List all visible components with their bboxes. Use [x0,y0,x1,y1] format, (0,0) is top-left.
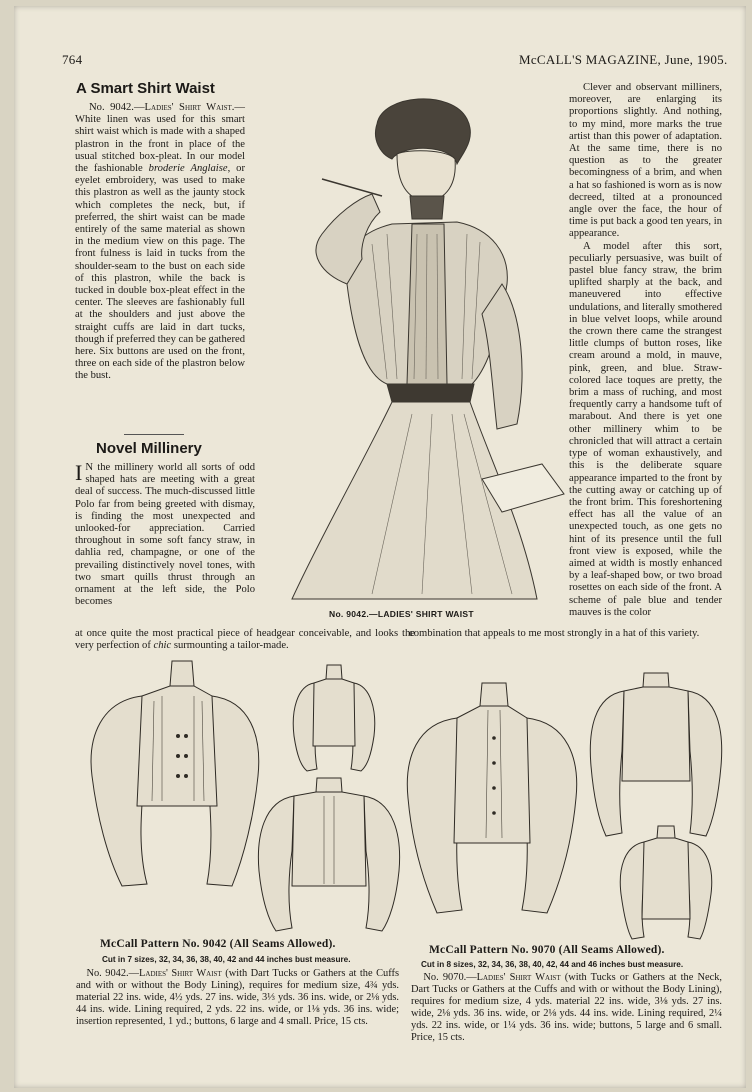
article-lead-label: —Ladies' Shirt Waist. [133,102,235,113]
article-millinery-body [75,462,255,608]
pattern-9070-medium-view [616,824,716,944]
pattern-9070-number: No. 9070. [423,972,467,983]
article-shirt-waist-body [75,102,245,383]
main-figure-caption: No. 9042.—LADIES' SHIRT WAIST [329,609,474,619]
pattern-9042-label: —Ladies' Shirt Waist [128,968,222,979]
millinery-wide-line [75,628,415,652]
pattern-9042-front-view [82,656,267,896]
millinery-right-column [569,82,722,619]
running-title: McCALL'S MAGAZINE, June, 1905. [519,52,728,67]
pattern-9070-body: (with Tucks or Gathers at the Neck, Dart Tucks or Gathers at the Cuffs and with or without the Body Lining), requires for medium size, 4 yds. material 22 ins. wide, 3⅛ yds. 27 ins. wide, 2⅛ yds. 36 ins. wide, or 2⅛ yds. 44 ins. wide. Lining required, 2¼ yds. 22 ins. wide, or 1¼ yds. 36 ins. wide; buttons, 5 large and 6 small. Price, 15 cts. [411,972,723,1043]
pattern-9042-medium-view [289,661,379,776]
article-text-italic: broderie Anglaise [148,163,228,175]
millinery-right-tail: combination that appeals to me most strongly in a hat of this variety. [409,628,700,639]
article-lead-number: No. 9042. [89,102,134,113]
magazine-page [14,6,746,1088]
pattern-9070-title: McCall Pattern No. 9070 (All Seams Allowed). [429,944,665,956]
wide-line-b: surmounting a tailor-made. [171,640,289,652]
pattern-9042-body: (with Dart Tucks or Gathers at the Cuffs and with or without the Body Lining), requires for medium size, 4¾ yds. material 22 ins. wide, 4½ yds. 27 ins. wide, 3⅓ yds. 36 ins. wide, or 2⅛ yds. 44 ins. wide. Lining required, 2 yds. 22 ins. wide, or 1⅛ yds. 36 ins. wide; insertion represented, 1 yd.; buttons, 6 large and 4 small. Price, 15 cts. [76,968,399,1027]
section-divider [124,434,184,435]
right-paragraph-1: Clever and observant milliners, moreover, are enlarging its proportions slightly. And nothing, to my mind, more marks the true artist than this power of adaptation. At the same time, there is no question as to the greater becomingness of a brim, and when a hat so fashioned is worn as is now decreed, tilted at a pronounced angle over the face, the hour of time is put back a good ten years, in appearance. [569,82,722,240]
pattern-9070-sizes: Cut in 8 sizes, 32, 34, 36, 38, 40, 42, 44 and 46 inches bust measure. [421,960,684,969]
fashion-illustration-woman [252,84,564,604]
millinery-text-left: N the millinery world all sorts of odd shaped hats are meeting with a great deal of success. The much-discussed little Polo far from being greeted with dismay, is finding the most unexpected and unlooked-for appreciation. Carried throughout in some soft fancy straw, in dahlia red, champagne, or one of the prevailing distinctively novel tones, with two smart quills thrust through an ornament at the left side, the Polo becomes [75,462,255,608]
article-title-shirt-waist: A Smart Shirt Waist [76,80,215,97]
pattern-9070-description [411,972,722,1044]
wide-line-a: at once quite the most practical piece of headgear conceivable, and looks the very perfection of [75,628,415,652]
pattern-9042-sizes: Cut in 7 sizes, 32, 34, 36, 38, 40, 42 and 44 inches bust measure. [102,955,351,964]
pattern-9042-description [76,968,399,1028]
article-title-millinery: Novel Millinery [96,440,202,457]
pattern-9042-back-view [254,776,404,936]
pattern-9070-front-view [402,678,582,918]
page-number: 764 [62,52,83,67]
wide-line-italic: chic [153,640,172,652]
article-text-a: —White linen was used for this smart shirt waist which is made with a shaped plastron in the front in place of the usual stitched box-pleat. In our model the fashionable [75,102,245,175]
article-text-b: , or eyelet embroidery, was used to make this plastron as well as the jaunty stock which completes the neck, but, if preferred, the shirt waist can be made entirely of the same material as shown in the medium view on this page. The front fulness is laid in tucks from the shoulder-seam to the bust on each side of this plastron, while the back is tucked in double box-pleat effect in the center. The sleeves are fashionably full at the shoulders and just above the straight cuffs are laid in dart tucks, though if preferred they can be gathered here. Six buttons are used on the front, three on each side of the plastron below the bust. [75,163,246,382]
pattern-9070-back-view [586,671,726,841]
pattern-9042-title: McCall Pattern No. 9042 (All Seams Allowed). [100,938,336,950]
drop-cap: I [75,460,83,485]
pattern-9042-number: No. 9042. [86,968,129,979]
pattern-9070-label: —Ladies' Shirt Waist [466,972,561,983]
right-paragraph-2: A model after this sort, peculiarly persuasive, was built of pastel blue fancy straw, the brim uplifted sharply at the back, and maneuvered into effective undulations, and literally smothered in blue velvet loops, while around the crown there came the strangest little clumps of button roses, like cream around a mold, in mauve, pink, green, and blue. Straw-colored lace toques are pretty, the brim a mass of ruching, and most frequently carry a handsome tuft of marabout. And there is yet one other millinery whim to be chronicled that will attract a certain type of woman exhaustively, and this is the deliberate square appearance imparted to the front by the cutting away or catching up of the front brim. This foreshortening effect has all the value of an unexpected touch, as one gets no hint of its presence until the full front view is exposed, while the aimed at width is mostly enhanced by a leaf-shaped bow, or two broad rosettes on each side of the front. A scheme of pale blue and tender mauves is the color [569,240,722,618]
